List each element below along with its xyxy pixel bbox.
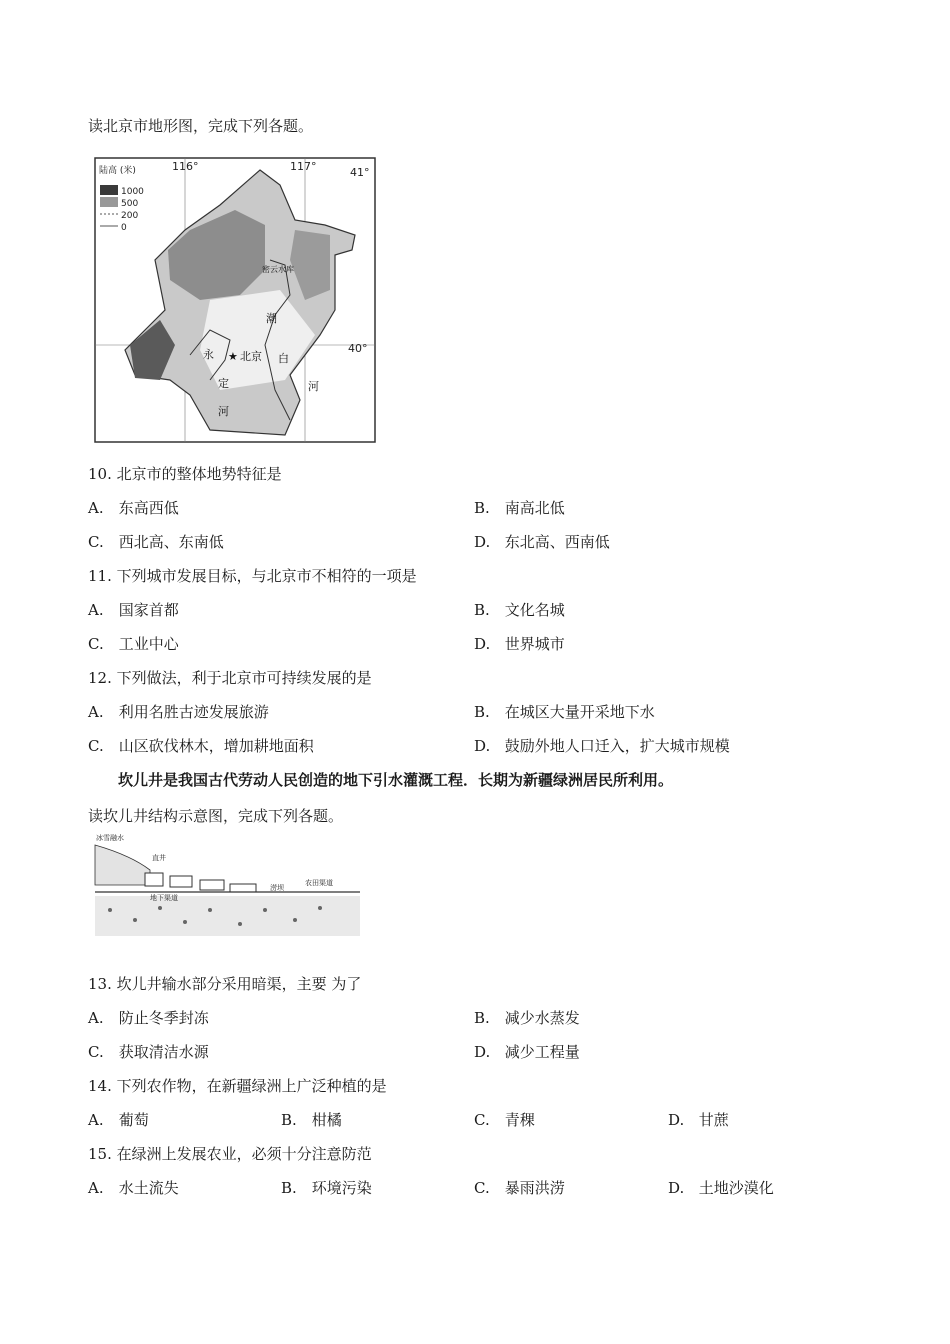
q10-option-d: D. 东北高、西南低 bbox=[474, 533, 610, 551]
q11-option-d: D. 世界城市 bbox=[474, 635, 565, 653]
q10-option-b: B. 南高北低 bbox=[474, 499, 565, 517]
q10-stem: 10. 北京市的整体地势特征是 bbox=[88, 465, 282, 483]
q11-stem: 11. 下列城市发展目标，与北京市不相符的一项是 bbox=[88, 567, 417, 585]
q13-option-c: C. 获取清洁水源 bbox=[88, 1043, 209, 1061]
lat-41: 41° bbox=[350, 166, 370, 179]
q13-stem: 13. 坎儿井输水部分采用暗渠，主要 为了 bbox=[88, 975, 362, 993]
q14-stem: 14. 下列农作物，在新疆绿洲上广泛种植的是 bbox=[88, 1077, 387, 1095]
label-field-canal: 农田渠道 bbox=[305, 879, 333, 887]
q12-stem: 12. 下列做法，利于北京市可持续发展的是 bbox=[88, 669, 372, 687]
q11-option-b: B. 文化名城 bbox=[474, 601, 565, 619]
q12-option-b: B. 在城区大量开采地下水 bbox=[474, 703, 655, 721]
q14-option-d: D. 甘蔗 bbox=[668, 1111, 729, 1129]
label-city: 北京 bbox=[240, 350, 262, 363]
label-bai: 白 bbox=[278, 352, 289, 365]
label-he-east: 河 bbox=[308, 380, 319, 393]
q10-option-a: A. 东高西低 bbox=[88, 499, 179, 517]
intro-text-2: 读坎儿井结构示意图，完成下列各题。 bbox=[88, 807, 344, 825]
q13-option-b: B. 减少水蒸发 bbox=[474, 1009, 580, 1027]
q10-option-c: C. 西北高、东南低 bbox=[88, 533, 224, 551]
q15-stem: 15. 在绿洲上发展农业，必须十分注意防范 bbox=[88, 1145, 372, 1163]
beijing-terrain-map bbox=[90, 150, 380, 450]
label-snow-melt: 冰雪融水 bbox=[96, 834, 124, 842]
q15-option-a: A. 水土流失 bbox=[88, 1179, 179, 1197]
label-reservoir: 密云水库 bbox=[262, 265, 294, 274]
label-yong: 永 bbox=[203, 348, 214, 361]
passage-text: 坎儿井是我国古代劳动人民创造的地下引水灌溉工程．长期为新疆绿洲居民所利用。 bbox=[118, 771, 674, 789]
label-ding: 定 bbox=[218, 377, 229, 390]
q12-option-c: C. 山区砍伐林木，增加耕地面积 bbox=[88, 737, 314, 755]
label-channel: 地下渠道 bbox=[150, 894, 178, 902]
q12-option-d: D. 鼓励外地人口迁入，扩大城市规模 bbox=[474, 737, 730, 755]
q15-option-b: B. 环境污染 bbox=[281, 1179, 372, 1197]
legend-500: 500 bbox=[121, 199, 139, 209]
q13-option-d: D. 减少工程量 bbox=[474, 1043, 580, 1061]
label-shaft: 直井 bbox=[152, 854, 166, 862]
q14-option-b: B. 柑橘 bbox=[281, 1111, 342, 1129]
karez-diagram bbox=[90, 830, 360, 940]
label-chao: 潮 bbox=[266, 312, 277, 325]
lon-116: 116° bbox=[172, 160, 199, 173]
q14-option-a: A. 葡萄 bbox=[88, 1111, 149, 1129]
q11-option-c: C. 工业中心 bbox=[88, 635, 179, 653]
q15-option-c: C. 暴雨洪涝 bbox=[474, 1179, 565, 1197]
beijing-star-icon: ★ bbox=[228, 350, 238, 363]
q14-option-c: C. 青稞 bbox=[474, 1111, 535, 1129]
q15-option-d: D. 土地沙漠化 bbox=[668, 1179, 774, 1197]
intro-text: 读北京市地形图，完成下列各题。 bbox=[88, 117, 314, 135]
label-he-west: 河 bbox=[218, 405, 229, 418]
q11-option-a: A. 国家首都 bbox=[88, 601, 179, 619]
q12-option-a: A. 利用名胜古迹发展旅游 bbox=[88, 703, 269, 721]
label-dam: 涝坝 bbox=[270, 884, 284, 892]
legend-title: 陆高 (米) bbox=[99, 166, 136, 176]
lat-40: 40° bbox=[348, 342, 368, 355]
q13-option-a: A. 防止冬季封冻 bbox=[88, 1009, 209, 1027]
legend-1000: 1000 bbox=[121, 187, 144, 197]
legend-200: 200 bbox=[121, 211, 139, 221]
legend-0: 0 bbox=[121, 223, 127, 233]
lon-117: 117° bbox=[290, 160, 317, 173]
